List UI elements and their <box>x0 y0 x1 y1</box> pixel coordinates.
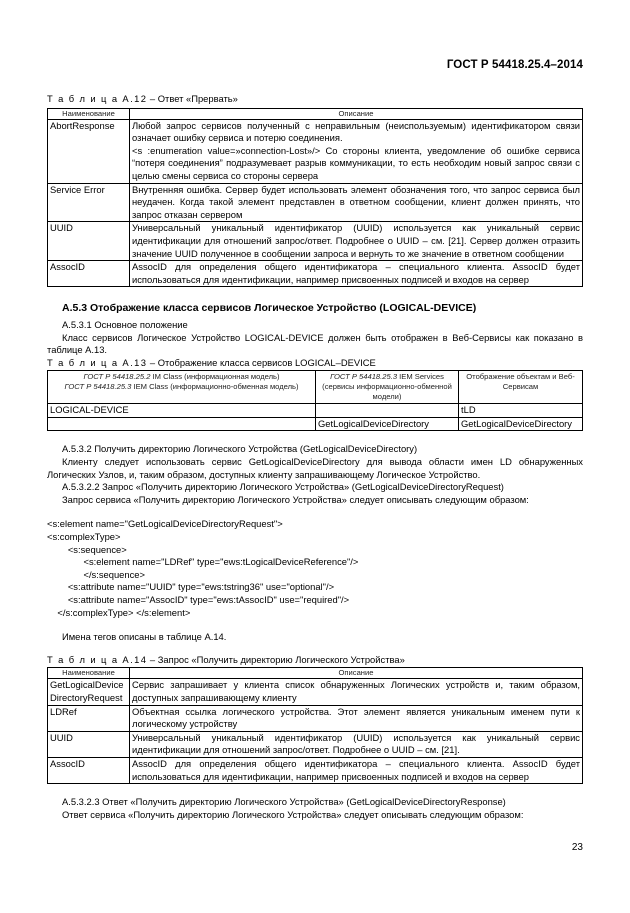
cell: GetLogicalDeviceDirectory <box>459 417 583 431</box>
std-ref: ГОСТ Р 54418.25.3 <box>330 372 398 382</box>
table-row <box>48 417 583 431</box>
paragraph: А.5.3.1 Основное положение <box>62 318 188 330</box>
table-a12 <box>47 108 583 288</box>
table-a13-caption-rest: – Отображение класса сервисов LOGICAL–DEVICE <box>147 356 376 368</box>
table-a14-caption <box>47 654 583 667</box>
table-row <box>48 757 583 783</box>
table-row <box>48 222 583 261</box>
table-row <box>48 705 583 731</box>
table-a12-caption-rest: – Ответ «Прервать» <box>147 93 238 104</box>
table-a13-caption-prefix: Т а б л и ц а А.13 <box>47 356 148 368</box>
paragraph: Запрос сервиса «Получить директорию Логического Устройства» следует описывать следующим образом: <box>62 493 529 505</box>
header-text: IEM Class (информационно-обменная модель) <box>131 382 299 392</box>
code-line: <s:element name="GetLogicalDeviceDirectoryRequest"> <box>47 518 283 530</box>
code-line: <s:element name="LDRef" type="ews:tLogicalDeviceReference"/> <box>47 556 359 568</box>
row-name: AssocID <box>48 757 130 783</box>
paragraph: Имена тегов описаны в таблице А.14. <box>62 631 227 643</box>
code-line: </s:sequence> <box>47 568 145 580</box>
row-desc: Объектная ссылка логического устройства. Этот элемент является уникальным именем пути к логическому устройству <box>130 705 583 731</box>
table-a14-caption-prefix: Т а б л и ц а А.14 <box>47 653 148 665</box>
table-a13 <box>47 370 583 431</box>
table-row <box>48 183 583 222</box>
code-line: <s:complexType> <box>47 531 121 543</box>
table-row <box>48 679 583 705</box>
table-row <box>48 261 583 287</box>
row-desc-line: Любой запрос сервисов полученный с неправильным (неиспользуемым) идентификатором связи означает ошибку сервиса и потерю соединения. <box>132 119 580 144</box>
table-a14-caption-rest: – Запрос «Получить директорию Логического Устройства» <box>147 653 405 665</box>
row-name: Service Error <box>48 183 130 222</box>
table-row <box>48 119 583 183</box>
cell: LOGICAL-DEVICE <box>48 404 316 418</box>
col-im-class-header <box>48 371 316 404</box>
table-header-row <box>48 371 583 404</box>
paragraph: А.5.3.2 Получить директорию Логического Устройства (GetLogicalDeviceDirectory) <box>62 443 418 455</box>
row-desc: AssocID для определения общего идентификатора – специального клиента. AssocID будет использоваться для идентификации, например присвоенных подписей и входов на сервер <box>130 261 583 287</box>
code-line: </s:complexType> </s:element> <box>47 606 191 618</box>
row-name: UUID <box>48 222 130 261</box>
col-name-header: Наименование <box>48 668 130 679</box>
standard-id: ГОСТ Р 54418.25.4–2014 <box>446 59 583 71</box>
col-desc-header: Описание <box>130 108 583 119</box>
row-name: AssocID <box>48 261 130 287</box>
std-ref: ГОСТ Р 54418.25.3 <box>64 382 132 392</box>
table-a12-caption <box>47 93 583 106</box>
row-desc: Универсальный уникальный идентификатор (UUID) используется как уникальный сервис идентификации для отношений запрос/ответ. Подробнее о UUID – см. [21]. Сервер должен отразить значение UUID полученное в сообщении запроса и вернуть то же значение в ответном сообщении <box>130 222 583 261</box>
table-row <box>48 731 583 757</box>
paragraph: Класс сервисов Логическое Устройство LOGICAL-DEVICE должен быть отображен в Веб-Сервисы как показано в таблице А.13. <box>47 331 583 356</box>
row-name: LDRef <box>48 705 130 731</box>
row-desc: Сервис запрашивает у клиента список обнаруженных Логических устройств и, таким образом, доступных запрашивающему клиенту <box>130 679 583 705</box>
row-desc <box>130 119 583 183</box>
row-name: UUID <box>48 731 130 757</box>
table-header-row <box>48 668 583 679</box>
code-line: <s:attribute name="UUID" type="ews:tstring36" use="optional"/> <box>47 581 335 593</box>
cell <box>316 404 459 418</box>
paragraph: Ответ сервиса «Получить директорию Логического Устройства» следует описывать следующим образом: <box>62 808 524 820</box>
paragraph: А.5.3.2.2 Запрос «Получить директорию Логического Устройства» (GetLogicalDeviceDirectoryRequest) <box>62 481 504 493</box>
row-desc: AssocID для определения общего идентификатора – специального клиента. AssocID будет использоваться для идентификации, например присвоенных подписей и входов на сервер <box>130 757 583 783</box>
row-name: GetLogicalDevice DirectoryRequest <box>48 679 130 705</box>
row-name: AbortResponse <box>48 119 130 183</box>
col-mapping-header: Отображение объектам и Веб-Сервисам <box>459 371 583 404</box>
row-desc-line: <s :enumeration value=»connection-Lost»/> Со стороны клиента, уведомление об ошибке сервиса “потеря соединения” подразумевает разрыв коммуникации, то есть необходим новый запрос связи с целью смены сервиса со стороны сервера <box>132 144 580 181</box>
table-a14 <box>47 667 583 784</box>
code-line: <s:sequence> <box>47 543 127 555</box>
table-a13-caption <box>47 357 583 370</box>
section-title: А.5.3 Отображение класса сервисов Логическое Устройство (LOGICAL-DEVICE) <box>62 302 477 315</box>
header-text: IEM Services (сервисы информационно-обменной модели) <box>322 372 452 402</box>
row-desc: Внутренняя ошибка. Сервер будет использовать элемент обозначения того, что запрос сервиса был неудачен. Когда такой элемент представлен в ответном сообщении, клиент должен принять, что запрос отказан сервером <box>130 183 583 222</box>
table-header-row <box>48 108 583 119</box>
cell: tLD <box>459 404 583 418</box>
header-text: IM Class (информационная модель) <box>150 372 280 382</box>
cell <box>48 417 316 431</box>
paragraph: А.5.3.2.3 Ответ «Получить директорию Логического Устройства» (GetLogicalDeviceDirectoryResponse) <box>62 796 506 808</box>
document-body <box>47 93 583 821</box>
cell: GetLogicalDeviceDirectory <box>316 417 459 431</box>
col-iem-services-header <box>316 371 459 404</box>
row-desc: Универсальный уникальный идентификатор (UUID) используется как уникальный сервис идентификации для отношений запрос/ответ. Подробнее о UUID – см. [21]. <box>130 731 583 757</box>
code-block <box>47 518 583 619</box>
page-number: 23 <box>571 842 583 853</box>
std-ref: ГОСТ Р 54418.25.2 <box>83 372 151 382</box>
code-line: <s:attribute name="AssocID" type="ews:tAssocID" use="required"/> <box>47 594 350 605</box>
col-desc-header: Описание <box>130 668 583 679</box>
col-name-header: Наименование <box>48 108 130 119</box>
table-a12-caption-prefix: Т а б л и ц а А.12 <box>47 93 148 104</box>
paragraph: Клиенту следует использовать сервис GetLogicalDeviceDirectory для вывода области имен LD обнаруженных Логических Узлов, и, таким образом, доступных клиенту запрашивающему Логическое Устройство. <box>47 456 583 480</box>
table-row <box>48 404 583 418</box>
